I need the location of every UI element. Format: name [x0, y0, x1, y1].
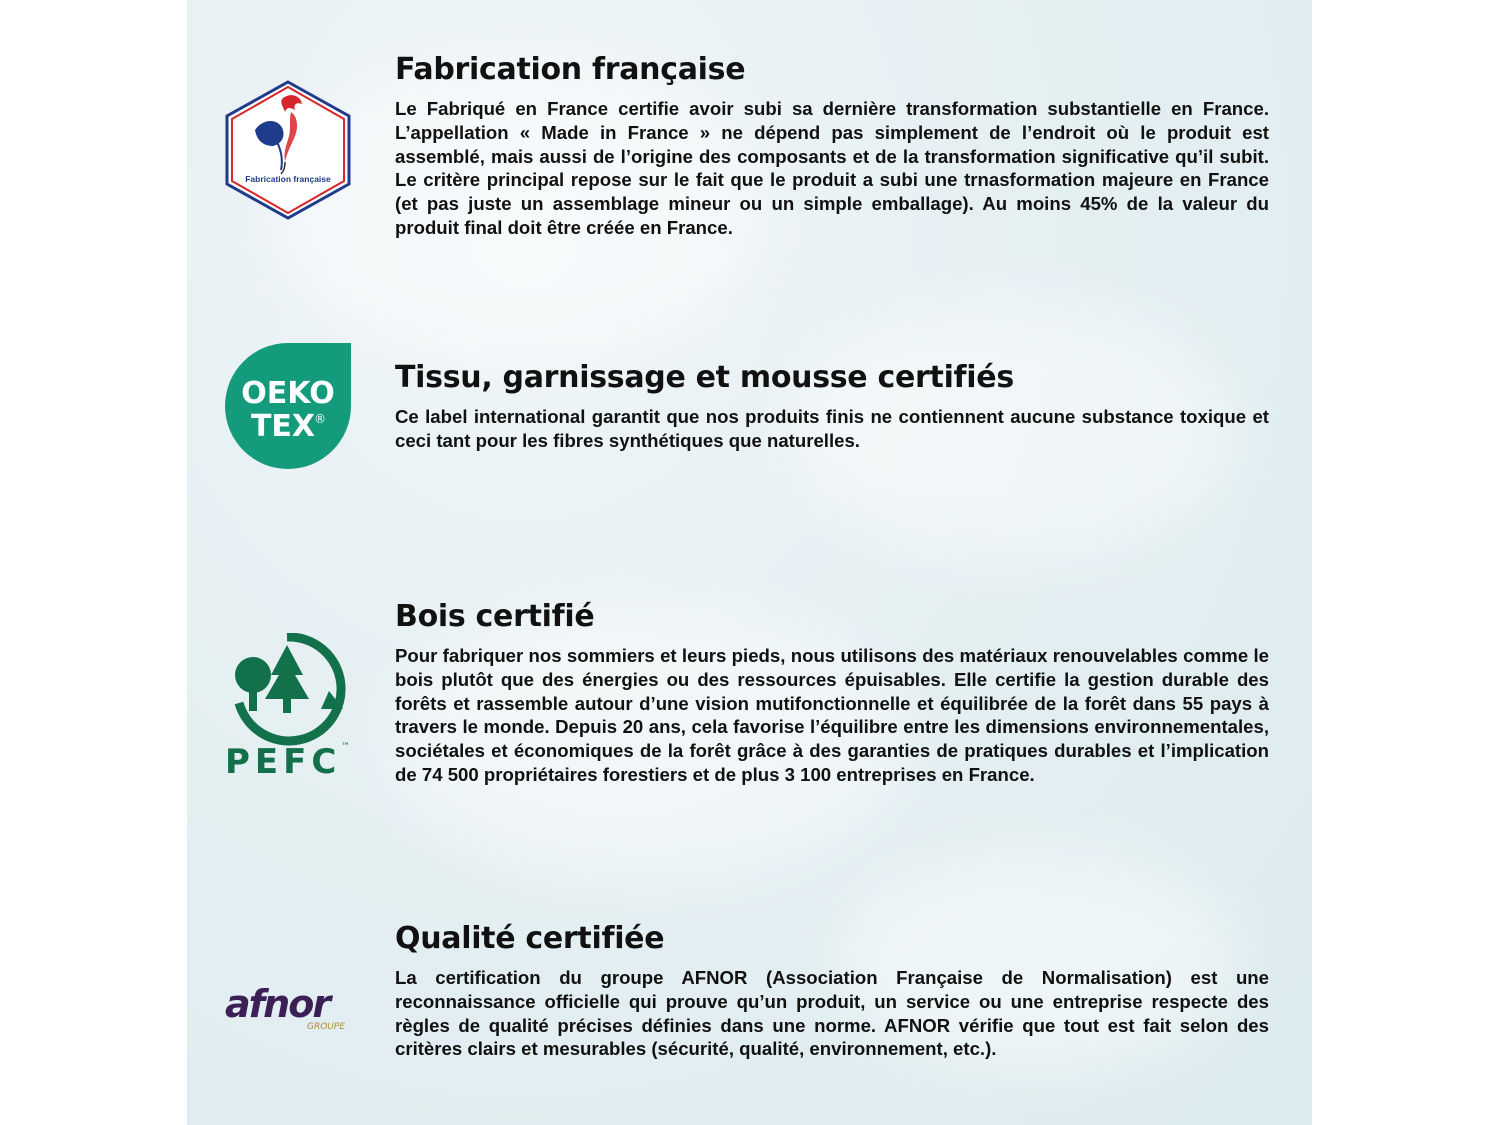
- section-title: Tissu, garnissage et mousse certifiés: [395, 360, 1014, 395]
- section-body: Pour fabriquer nos sommiers et leurs pieds, nous utilisons des matériaux renouvelables comme le bois plutôt que des énergies ou des ressources épuisables. Elle certifie la gestion durable des forêts et rassemble autour d’une vision mutifonctionnelle et équilibrée de la forêt dans 55 pays à travers le monde. Depuis 20 ans, cela favorise l’équilibre entre les dimensions environnementales, sociétales et économiques de la forêt grâce à des garanties de pratiques durables et l’implication de 74 500 propriétaires forestiers et de plus 3 100 entreprises en France.: [395, 645, 1269, 785]
- section-text: [395, 52, 1269, 240]
- section-text: [395, 921, 1269, 1061]
- content-panel: [187, 0, 1312, 1125]
- section-text: [395, 360, 1269, 453]
- pefc-logo: [225, 633, 355, 783]
- svg-text:GROUPE: GROUPE: [307, 1022, 346, 1032]
- section-title: Qualité certifiée: [395, 921, 665, 956]
- trees-icon: [235, 637, 343, 741]
- svg-text:OEKO: OEKO: [241, 376, 335, 411]
- oeko-tex-logo: [225, 343, 351, 474]
- section-title: Fabrication française: [395, 52, 746, 87]
- fabrication-francaise-logo: [225, 80, 351, 225]
- svg-text:afnor: afnor: [225, 983, 330, 1026]
- svg-text:PEFC: PEFC: [225, 742, 342, 778]
- afnor-logo: [225, 983, 355, 1038]
- svg-text:®: ®: [314, 412, 326, 426]
- svg-text:™: ™: [341, 742, 350, 752]
- svg-text:Fabrication française: Fabrication française: [245, 174, 331, 184]
- section-title: Bois certifié: [395, 599, 595, 634]
- section-body: La certification du groupe AFNOR (Association Française de Normalisation) est une reconnaissance officielle qui prouve qu’un produit, un service ou une entreprise respecte des règles de qualité précises définies dans une norme. AFNOR vérifie que tout est fait selon des critères clairs et mesurables (sécurité, qualité, environnement, etc.).: [395, 967, 1269, 1060]
- svg-text:TEX: TEX: [250, 409, 316, 444]
- section-text: [395, 599, 1269, 787]
- section-body: Ce label international garantit que nos produits finis ne contiennent aucune substance toxique et ceci tant pour les fibres synthétiques que naturelles.: [395, 406, 1269, 451]
- section-body: Le Fabriqué en France certifie avoir subi sa dernière transformation substantielle en France. L’appellation « Made in France » ne dépend pas simplement de l’endroit où le produit est assemblé, mais aussi de l’origine des composants et de la transformation significative qu’il subit. Le critère principal repose sur le fait que le produit a subi une trnasformation majeure en France (et pas juste un assemblage mineur ou un simple emballage). Au moins 45% de la valeur du produit final doit être créée en France.: [395, 98, 1269, 238]
